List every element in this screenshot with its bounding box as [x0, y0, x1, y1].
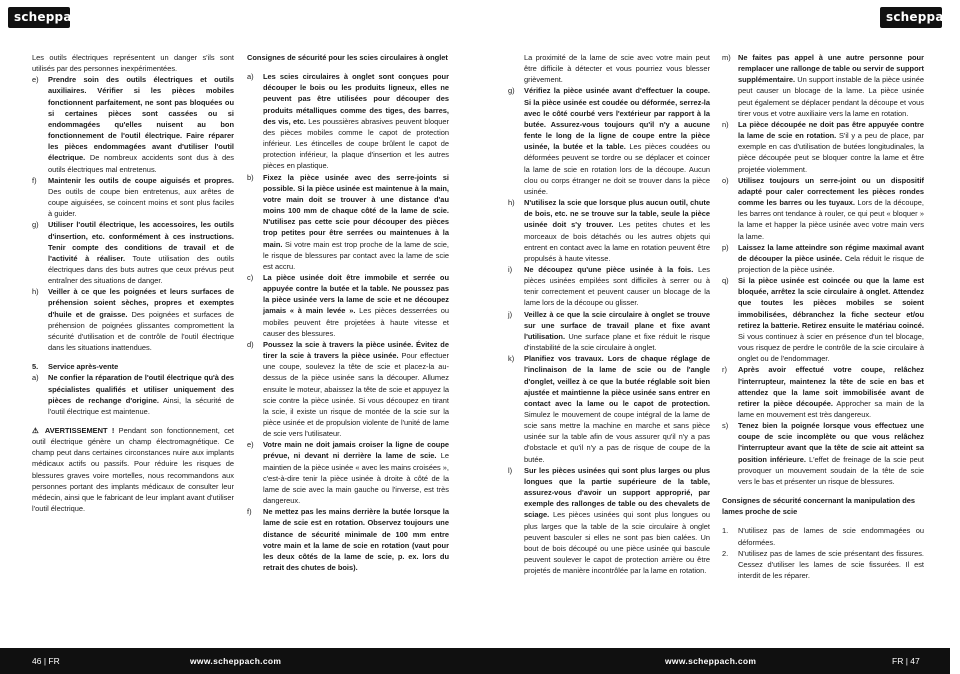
- body-text: L'effet de freinage de la scie peut provoquer un mouvement soudain de la tête de scie vers le bas et présenter un risque de blessures.: [738, 454, 924, 486]
- paragraph: [32, 52, 234, 74]
- bold-text: Utiliser l'outil électrique, les accessoires, les outils d'insertion, etc. conformément à ces instructions. Tenir compte des conditions de travail et de l'activité à réaliser.: [48, 220, 234, 263]
- list-item: [32, 286, 234, 353]
- item-label: m): [722, 53, 731, 62]
- list-item: [722, 175, 924, 242]
- list-item: [32, 361, 234, 372]
- bold-text: N'utilisez la scie que lorsque plus aucun outil, chute de bois, etc. ne se trouve sur la table, seule la pièce usinée doit s'y trouver.: [524, 198, 710, 230]
- bold-text: Les scies circulaires à onglet sont conçues pour découper le bois ou les produits ligneux, elles ne peuvent pas être utilisées pour découper des produits métalliques comme des tiges, des barres, des vis, etc.: [263, 72, 449, 126]
- website-link-left[interactable]: www.scheppach.com: [190, 656, 282, 666]
- bold-text: Si la pièce usinée est coincée ou que la lame est bloquée, arrêtez la scie circulaire à onglet. Attendez que toutes les pièces mobiles se soient immobilisées, débranchez la fiche secteur et/ou retirez la batterie. Retirez ensuite le matériau coincé.: [738, 276, 924, 330]
- body-text: N'utilisez pas de lames de scie présentant des fissures. Cessez d'utiliser les lames de scie fissurées. Il est interdit de les réparer.: [738, 548, 924, 581]
- bold-text: Veillez à ce que la scie circulaire à onglet se trouve sur une surface de travail plane et fixe avant l'utilisation.: [524, 309, 710, 341]
- item-label: g): [508, 86, 515, 96]
- list-item: [722, 52, 924, 119]
- body-text: La proximité de la lame de scie avec votre main peut être difficile à détecter et vous pourriez vous blesser grièvement.: [524, 53, 710, 85]
- bold-text: Ne découpez qu'une pièce usinée à la fois.: [524, 264, 694, 274]
- list-item: [247, 272, 449, 339]
- bold-text: Fixez la pièce usinée avec des serre-joints si possible. Si la pièce usinée est maintenue à la main, votre main doit se trouver à une distance d'au moins 100 mm de chaque côté de la lame de scie. N'utilisez pas cette scie pour découper des pièces trop petites pour être serrées ou maintenues à la main.: [263, 172, 449, 249]
- body-text: Cela réduit le risque de projection de la pièce usinée.: [738, 253, 924, 274]
- item-label: 1.: [722, 526, 729, 536]
- text-column-1: [32, 52, 234, 642]
- list-item: [32, 219, 234, 286]
- list-item: [247, 439, 449, 506]
- paragraph: [508, 52, 710, 85]
- bold-text: Planifiez vos travaux. Lors de chaque réglage de l'inclinaison de la lame de scie ou de l'angle d'onglet, veillez à ce que la butée réglable soit bien ajustée et maintienne la pièce usinée sans entrer en contact avec la lame ou le capot de protection.: [524, 354, 710, 408]
- bold-text: Vérifiez la pièce usinée avant d'effectuer la coupe. Si la pièce usinée est coudée ou déformée, serrez-la avec le côté courbé vers l'extérieur par rapport à la butée. Assurez-vous toujours qu'il n'y a aucune fente le long de la ligne de coupe entre la pièce usinée, la butée et la table.: [524, 86, 710, 152]
- body-text: Les petites chutes et les morceaux de bois détachés ou les autres objets qui entrent en contact avec la lame en rotation peuvent être propulsés à haute vitesse.: [524, 220, 710, 263]
- page-number-right: FR | 47: [892, 656, 920, 666]
- spacer: [32, 353, 234, 361]
- item-label: q): [722, 276, 729, 286]
- list-item: [508, 85, 710, 197]
- body-text: Pendant son fonctionnement, cet outil électrique génère un champ électromagnétique. Ce champ peut dans certaines circonstances nuire aux implants médicaux actifs ou passifs. Pour réduire les risques de blessures graves voire mortelles, nous recommandons aux personnes portant des implants médicaux de consulter leur médecin, ainsi que le fabricant de leur implant avant d'utiliser l'outil électrique.: [32, 426, 234, 514]
- item-label: e): [247, 440, 254, 450]
- spacer: [722, 487, 924, 495]
- item-label: f): [32, 175, 37, 185]
- item-label: 5.: [32, 362, 39, 372]
- item-label: l): [508, 465, 513, 475]
- item-label: j): [508, 309, 513, 319]
- list-item: [247, 172, 449, 272]
- bold-text: Veiller à ce que les poignées et leurs surfaces de préhension soient sèches, propres et exemptes d'huile et de graisse.: [48, 287, 234, 319]
- item-label: s): [722, 421, 729, 431]
- bold-text: Prendre soin des outils électriques et outils auxiliaires. Vérifier si les pièces mobiles fonctionnent parfaitement, ne sont pas bloquées ou si certaines pièces sont cassées ou si endommagées qu'elles nuisent au bon fonctionnement de l'outil électrique. Faire réparer les pièces endommagées avant d'utiliser l'outil électrique.: [48, 75, 234, 163]
- body-text: Un support instable de la pièce usinée peut causer un blocage de la lame. La pièce usinée peut également se déplacer pendant la découpe et vous tirer vous et votre auxiliaire vers la lame en rotation.: [738, 75, 924, 118]
- brand-logo-right: scheppach: [880, 7, 942, 28]
- list-item: [722, 275, 924, 364]
- list-item: [247, 506, 449, 573]
- body-text: Les outils électriques représentent un danger s'ils sont utilisés par des personnes inexpérimentées.: [32, 53, 234, 74]
- body-text: Le maintien de la pièce usinée « avec les mains croisées », c'est-à-dire tenir la pièce usinée à droite à côté de la lame de scie avec la main gauche ou l'inverse, est très dangereux.: [263, 451, 449, 506]
- body-text: Les pièces usinées empilées sont difficiles à serrer ou à tenir correctement et peuvent causer un blocage de la lame lors de la découpe ou glisser.: [524, 264, 710, 308]
- brand-logo-left: scheppach: [8, 7, 70, 28]
- bold-text: Ne mettez pas les mains derrière la butée lorsque la lame de scie est en rotation. Observez toujours une distance de sécurité minimale de 100 mm entre votre main et la lame de scie en rotation (vaut pour les deux côtés de la lame de scie, p. ex. lors du retrait des chutes de bois).: [263, 507, 449, 573]
- text-column-3: [508, 52, 710, 642]
- bold-text: Poussez la scie à travers la pièce usinée. Évitez de tirer la scie à travers la pièce usinée.: [263, 339, 449, 361]
- page-number-left: 46 | FR: [32, 656, 60, 666]
- bold-text: Utilisez toujours un serre-joint ou un dispositif adapté pour caler correctement les pièces rondes comme les barres ou les tuyaux.: [738, 175, 924, 208]
- list-item: [32, 74, 234, 174]
- item-label: f): [247, 507, 252, 517]
- bold-text: Maintenir les outils de coupe aiguisés et propres.: [48, 175, 234, 185]
- item-label: d): [247, 339, 254, 349]
- list-item: [722, 364, 924, 420]
- text-column-2: [247, 52, 449, 642]
- list-item: [722, 119, 924, 175]
- list-item: [722, 420, 924, 487]
- body-text: Lors de la découpe, les barres ont tendance à rouler, ce qui peut « bloquer » la lame et happer la pièce usinée avec votre main vers la lame.: [738, 198, 924, 241]
- item-label: b): [247, 172, 254, 182]
- body-text: Des poignées et surfaces de préhension de poignées glissantes compromettent la sécurité d'utilisation et de contrôle de l'outil électrique dans les situations inattendues.: [48, 309, 234, 353]
- body-text: N'utilisez pas de lames de scie endommagées ou déformées.: [738, 526, 924, 547]
- bold-text: Tenez bien la poignée lorsque vous effectuez une coupe de scie incomplète ou que vous relâchez l'interrupteur avant que la tête de scie ait atteint sa position inférieure.: [738, 421, 924, 464]
- body-text: S'il y a peu de place, par exemple en cas d'utilisation de butées longitudinales, la pièce découpée peut se bloquer contre la lame et être projetée violemment.: [738, 131, 924, 174]
- list-item: [508, 264, 710, 309]
- item-label: o): [722, 175, 729, 185]
- list-item: [508, 309, 710, 354]
- body-text: Approcher sa main de la lame en mouvement est très dangereux.: [738, 398, 924, 419]
- bold-text: Ne faites pas appel à une autre personne pour remplacer une rallonge de table ou servir de support supplémentaire.: [738, 53, 924, 85]
- list-item: [247, 339, 449, 439]
- list-item: [722, 242, 924, 275]
- item-label: h): [32, 287, 39, 297]
- item-label: i): [508, 264, 513, 274]
- item-label: n): [722, 119, 729, 129]
- item-label: k): [508, 354, 515, 364]
- item-label: p): [722, 242, 729, 252]
- bold-text: Ne confier la réparation de l'outil électrique qu'à des spécialistes qualifiés et utiliser uniquement des pièces de rechange d'origine.: [48, 373, 234, 405]
- list-item: [722, 548, 924, 581]
- body-text: Les pièces desserrées ou mobiles peuvent être projetées à haute vitesse et causer des blessures.: [263, 306, 449, 338]
- item-label: a): [247, 72, 254, 82]
- list-item: [722, 525, 924, 547]
- item-label: r): [722, 365, 727, 375]
- bold-text: La pièce usinée doit être immobile et serrée ou appuyée contre la butée et la table. Ne poussez pas la pièce usinée vers la lame de scie et ne découpez jamais « à main levée ».: [263, 272, 449, 316]
- bold-text: Laissez la lame atteindre son régime maximal avant de découper la pièce usinée.: [738, 242, 924, 263]
- section-heading: Consignes de sécurité pour les scies circulaires à onglet: [247, 53, 448, 62]
- item-label: c): [247, 272, 254, 282]
- paragraph: [32, 425, 234, 514]
- list-item: [508, 353, 710, 465]
- bold-text: Votre main ne doit jamais croiser la ligne de coupe prévue, ni devant ni derrière la lame de scie.: [263, 440, 449, 461]
- body-text: Les poussières abrasives peuvent bloquer des pièces mobiles comme le capot de protection inférieur. Les étincelles de coupe brûlent le capot de protection inférieur, la plaque d'insertion et les autres pièces en plastique.: [263, 116, 450, 171]
- list-item: [32, 372, 234, 417]
- body-text: Pour effectuer une coupe, soulevez la tête de scie et placez-la au-dessus de la pièce usinée sans la découper. Allumez ensuite le moteur, abaissez la tête de scie et appuyez la scie contre la pièce usinée. Si vous découpez en tirant la scie, il existe un risque de montée de la scie sur la pièce usinée et de propulsion violente de l'unité de lame de scie vers l'utilisateur.: [263, 351, 449, 439]
- spacer: [32, 417, 234, 425]
- bold-text: ⚠ AVERTISSEMENT !: [32, 426, 115, 435]
- body-text: Les pièces usinées qui sont plus longues ou plus larges que la table de la scie circulaire à onglet peuvent basculer si elles ne sont pas bien calées. Un bout de bois découpé ou une pièce usinée qui bascule peuvent soulever le capot de protection arrière ou être projetés de manière incontrôlée par la lame en rotation.: [524, 510, 710, 576]
- body-text: Une surface plane et fixe réduit le risque d'instabilité de la scie circulaire à onglet.: [524, 331, 710, 353]
- item-label: h): [508, 198, 515, 208]
- spacer: [247, 63, 449, 71]
- item-label: 2.: [722, 548, 729, 558]
- body-text: Si vous continuez à scier en présence d'un tel blocage, vous risquez de perdre le contrôle de la scie circulaire à onglet ou de l'endommager.: [738, 331, 924, 364]
- body-text: Simulez le mouvement de coupe intégral de la lame de scie sans mettre la machine en marche et sans pièce usinée sur la table afin de vous assurer qu'il n'y a pas d'obstacle et qu'il n'y a pas de risque de coupe de la butée.: [524, 410, 710, 464]
- list-item: [508, 197, 710, 264]
- bold-text: Sur les pièces usinées qui sont plus larges ou plus longues que la partie supérieure de la table, assurez-vous d'avoir un support approprié, par exemple des rallonges de table ou des chevalets de sciage.: [524, 465, 710, 520]
- item-label: a): [32, 373, 39, 383]
- page-footer: [0, 648, 950, 674]
- item-label: e): [32, 75, 39, 85]
- list-item: [247, 71, 449, 171]
- body-text: Toute utilisation des outils électriques dans des buts autres que ceux prévus peut entraîner des situations de danger.: [48, 253, 235, 286]
- bold-text: Service après-vente: [48, 362, 119, 372]
- section-heading: Consignes de sécurité concernant la manipulation des lames proche de scie: [722, 496, 916, 517]
- body-text: Si votre main est trop proche de la lame de scie, le risque de blessures par contact avec la lame de scie est accru.: [263, 239, 449, 271]
- body-text: Des outils de coupe bien entretenus, aux arêtes de coupe aiguisées, se coincent moins et sont plus faciles à guider.: [48, 186, 234, 219]
- list-item: [32, 175, 234, 220]
- body-text: Ainsi, la sécurité de l'outil électrique est maintenue.: [48, 395, 234, 416]
- body-text: De nombreux accidents sont dus à des outils électriques mal entretenus.: [48, 153, 234, 174]
- item-label: g): [32, 220, 39, 230]
- body-text: Les pièces coudées ou déformées peuvent se tordre ou se déplacer et coincer la lame de scie en rotation lors de la découpe. Aucun clou ou corps étranger ne doit se trouver dans la pièce usinée.: [524, 142, 710, 196]
- bold-text: Après avoir effectué votre coupe, relâchez l'interrupteur, maintenez la tête de scie en bas et attendez que la lame soit immobilisée avant de retirer la pièce découpée.: [738, 365, 924, 408]
- website-link-right[interactable]: www.scheppach.com: [665, 656, 757, 666]
- bold-text: La pièce découpée ne doit pas être appuyée contre la lame de scie en rotation.: [738, 119, 924, 141]
- spacer: [722, 517, 924, 525]
- list-item: [508, 465, 710, 577]
- text-column-4: [722, 52, 924, 642]
